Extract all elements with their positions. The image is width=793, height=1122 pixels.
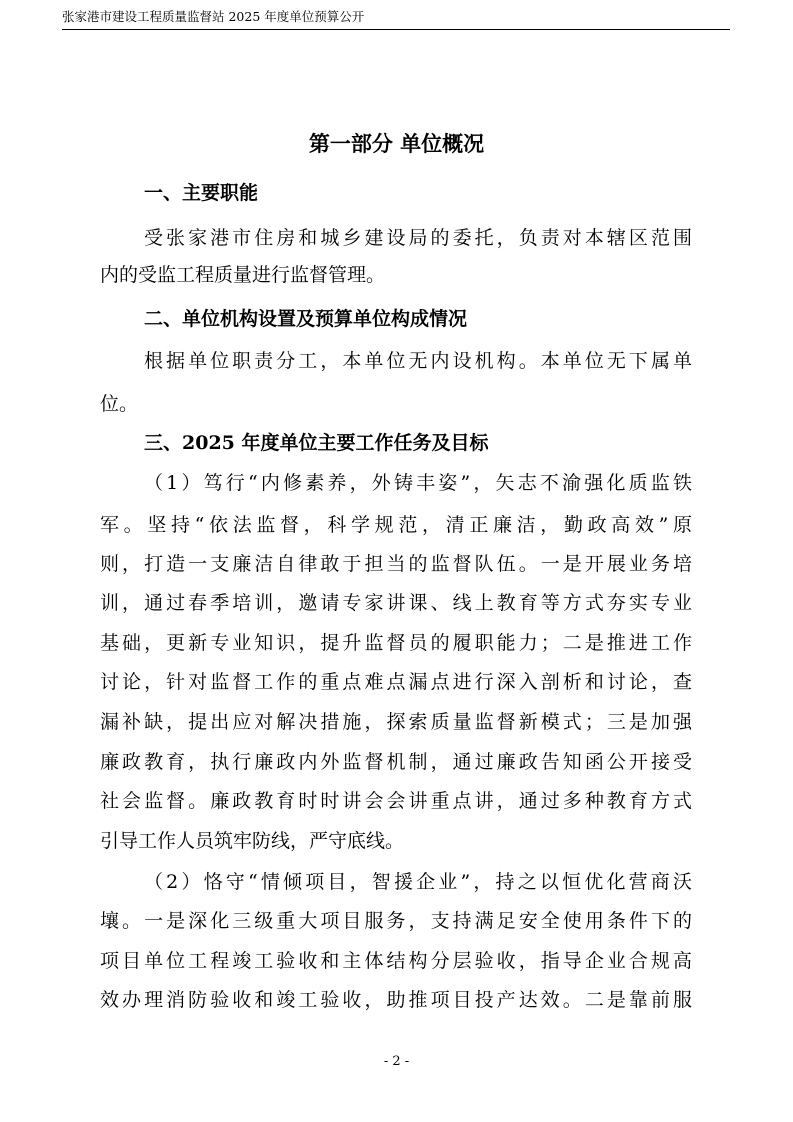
paragraph-line: 讨论，针对监督工作的重点难点漏点进行深入剖析和讨论，查 xyxy=(100,671,692,693)
paragraph-line: 社会监督。廉政教育时时讲会会讲重点讲，通过多种教育方式 xyxy=(100,790,692,812)
paragraph-line: 军。坚持“依法监督，科学规范，清正廉洁，勤政高效”原 xyxy=(100,514,692,536)
document-title: 第一部分 单位概况 xyxy=(308,131,485,156)
paragraph-line: 漏补缺，提出应对解决措施，探索质量监督新模式；三是加强 xyxy=(100,711,692,733)
paragraph-line: 则，打造一支廉洁自律敢于担当的监督队伍。一是开展业务培 xyxy=(100,553,692,575)
running-header xyxy=(62,7,730,30)
paragraph-line: 位。 xyxy=(100,393,139,415)
paragraph-line: 效办理消防验收和竣工验收，助推项目投产达效。二是靠前服 xyxy=(100,989,692,1011)
paragraph-line: 基础，更新专业知识，提升监督员的履职能力；二是推进工作 xyxy=(100,632,692,654)
paragraph-line: 项目单位工程竣工验收和主体结构分层验收，指导企业合规高 xyxy=(100,950,692,972)
paragraph-line: （1）笃行“内修素养，外铸丰姿”，矢志不渝强化质监铁 xyxy=(144,472,692,494)
section-heading-functions: 一、主要职能 xyxy=(144,182,259,204)
paragraph-line: 廉政教育，执行廉政内外监督机制，通过廉政告知函公开接受 xyxy=(100,751,692,773)
paragraph-line: 壤。一是深化三级重大项目服务，支持满足安全使用条件下的 xyxy=(100,910,692,932)
section-heading-organization: 二、单位机构设置及预算单位构成情况 xyxy=(144,308,468,330)
paragraph-line: 引导工作人员筑牢防线，严守底线。 xyxy=(100,830,405,852)
running-header-title: 张家港市建设工程质量监督站 2025 年度单位预算公开 xyxy=(62,9,365,24)
paragraph-line: 内的受监工程质量进行监督管理。 xyxy=(100,264,386,286)
paragraph-line: 训，通过春季培训，邀请专家讲课、线上教育等方式夯实专业 xyxy=(100,592,692,614)
paragraph-line: 受张家港市住房和城乡建设局的委托，负责对本辖区范围 xyxy=(144,227,692,249)
paragraph-line: 根据单位职责分工，本单位无内设机构。本单位无下属单 xyxy=(144,350,692,372)
section-heading-tasks: 三、2025 年度单位主要工作任务及目标 xyxy=(144,432,489,454)
paragraph-line: （2）恪守“情倾项目，智援企业”，持之以恒优化营商沃 xyxy=(144,871,692,893)
page-number: - 2 - xyxy=(383,1054,410,1069)
